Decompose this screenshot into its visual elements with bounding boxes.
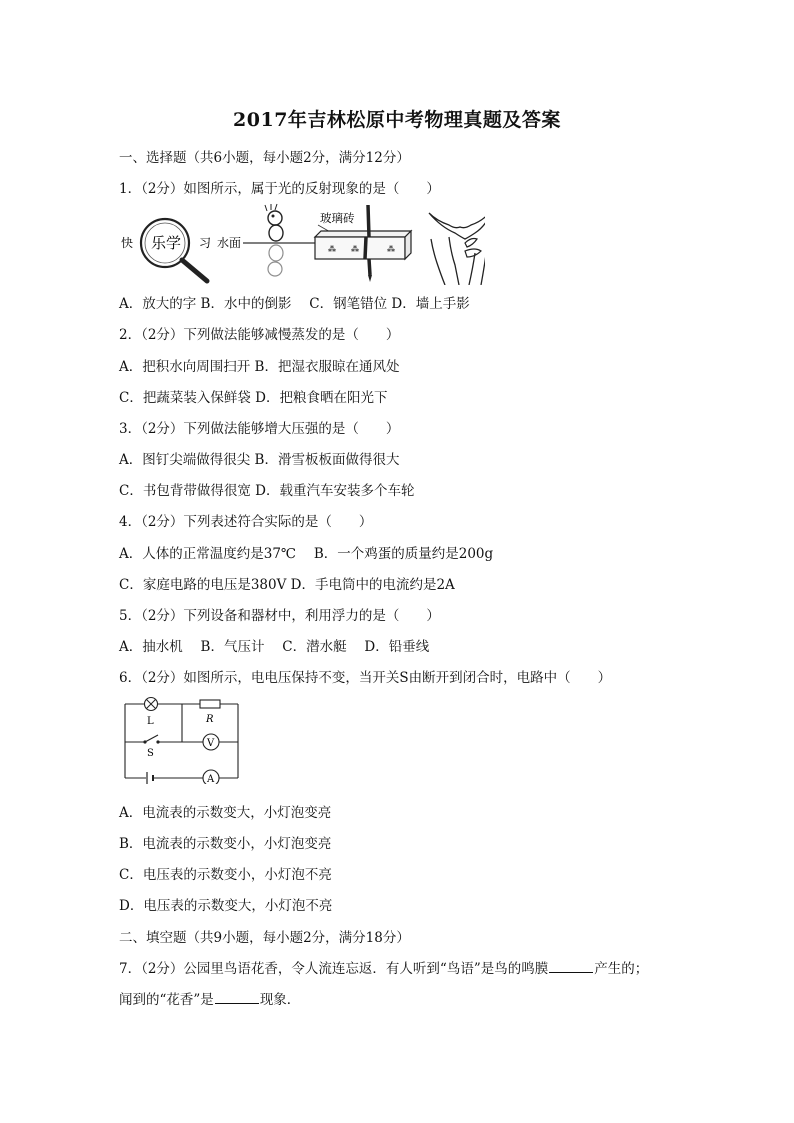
- question-6-option-d: D．电压表的示数变大，小灯泡不亮: [119, 898, 333, 914]
- question-1-figure: [115, 203, 485, 285]
- question-4-options-ab: A．人体的正常温度约是37℃ B．一个鸡蛋的质量约是200g: [119, 546, 494, 562]
- answer-blank-2[interactable]: [215, 991, 259, 1004]
- question-2-options-ab: A．把积水向周围扫开 B．把湿衣服晾在通风处: [119, 359, 400, 375]
- resistor-icon: [200, 700, 220, 708]
- page-title: 2017年吉林松原中考物理真题及答案: [233, 109, 561, 131]
- battery-icon: [147, 772, 153, 784]
- question-6-stem: 6．（2分）如图所示，电电压保持不变，当开关S由断开到闭合时，电路中（ ）: [119, 670, 612, 686]
- svg-text:V: V: [207, 738, 215, 749]
- question-3-stem: 3．（2分）下列做法能够增大压强的是（ ）: [119, 421, 400, 437]
- question-7-text-c: 闻到的“花香”是: [119, 992, 214, 1008]
- question-2-options-cd: C．把蔬菜装入保鲜袋 D．把粮食晒在阳光下: [119, 390, 388, 406]
- section-heading-choice: 一、选择题（共6小题，每小题2分，满分12分）: [119, 150, 410, 166]
- fig-label-water-surface: 水面: [217, 236, 242, 250]
- duck-icon: [265, 204, 283, 241]
- question-6-option-b: B．电流表的示数变小，小灯泡变亮: [119, 836, 332, 852]
- question-6-option-a: A．电流表的示数变大，小灯泡变亮: [119, 805, 332, 821]
- question-4-stem: 4．（2分）下列表述符合实际的是（ ）: [119, 514, 373, 530]
- ammeter-icon: [203, 770, 219, 784]
- switch-icon: [143, 735, 159, 744]
- duck-reflection-icon: [268, 245, 283, 276]
- question-3-options-cd: C．书包背带做得很宽 D．载重汽车安装多个车轮: [119, 483, 415, 499]
- question-6-circuit-diagram: [118, 692, 246, 784]
- question-4-options-cd: C．家庭电路的电压是380V D．手电筒中的电流约是2A: [119, 577, 455, 593]
- svg-text:A: A: [207, 774, 215, 784]
- svg-text:⁂: ⁂: [351, 245, 359, 254]
- resistor-label: R: [206, 714, 214, 725]
- hand-shadow-icon: [429, 211, 485, 285]
- magnifier-handle-icon: [182, 260, 207, 281]
- lamp-icon: [145, 698, 158, 711]
- question-2-stem: 2．（2分）下列做法能够减慢蒸发的是（ ）: [119, 327, 400, 343]
- fig-label-glass-brick: 玻璃砖: [320, 211, 355, 225]
- question-1-stem: 1．（2分）如图所示，属于光的反射现象的是（ ）: [119, 181, 440, 197]
- fig-label-lexue: 乐学: [151, 234, 182, 252]
- question-1-options: A．放大的字 B．水中的倒影 C．钢笔错位 D．墙上手影: [119, 296, 470, 312]
- svg-text:⁂: ⁂: [387, 245, 395, 254]
- fig-label-kuai: 快: [121, 236, 134, 250]
- question-3-options-ab: A．图钉尖端做得很尖 B．滑雪板板面做得很大: [119, 452, 400, 468]
- glass-brick-icon: [315, 231, 411, 259]
- question-7-text-a: 7．（2分）公园里鸟语花香，令人流连忘返．有人听到“鸟语”是鸟的鸣膜: [119, 961, 549, 977]
- fig-label-xi: 习: [199, 236, 212, 250]
- question-7-text-b: 产生的；: [594, 961, 649, 977]
- switch-label: S: [147, 748, 154, 759]
- svg-text:⁂: ⁂: [328, 245, 336, 254]
- answer-blank-1[interactable]: [549, 960, 593, 973]
- question-7-text-d: 现象．: [259, 992, 301, 1008]
- lamp-label: L: [147, 716, 154, 727]
- section-heading-fill-blank: 二、填空题（共9小题，每小题2分，满分18分）: [119, 930, 410, 946]
- question-5-stem: 5．（2分）下列设备和器材中，利用浮力的是（ ）: [119, 608, 440, 624]
- question-5-options: A．抽水机 B．气压计 C．潜水艇 D．铅垂线: [119, 639, 430, 655]
- question-7-line-1: [119, 957, 648, 977]
- question-6-option-c: C．电压表的示数变小，小灯泡不亮: [119, 867, 332, 883]
- question-7-line-2: [119, 988, 300, 1008]
- voltmeter-icon: [203, 734, 219, 750]
